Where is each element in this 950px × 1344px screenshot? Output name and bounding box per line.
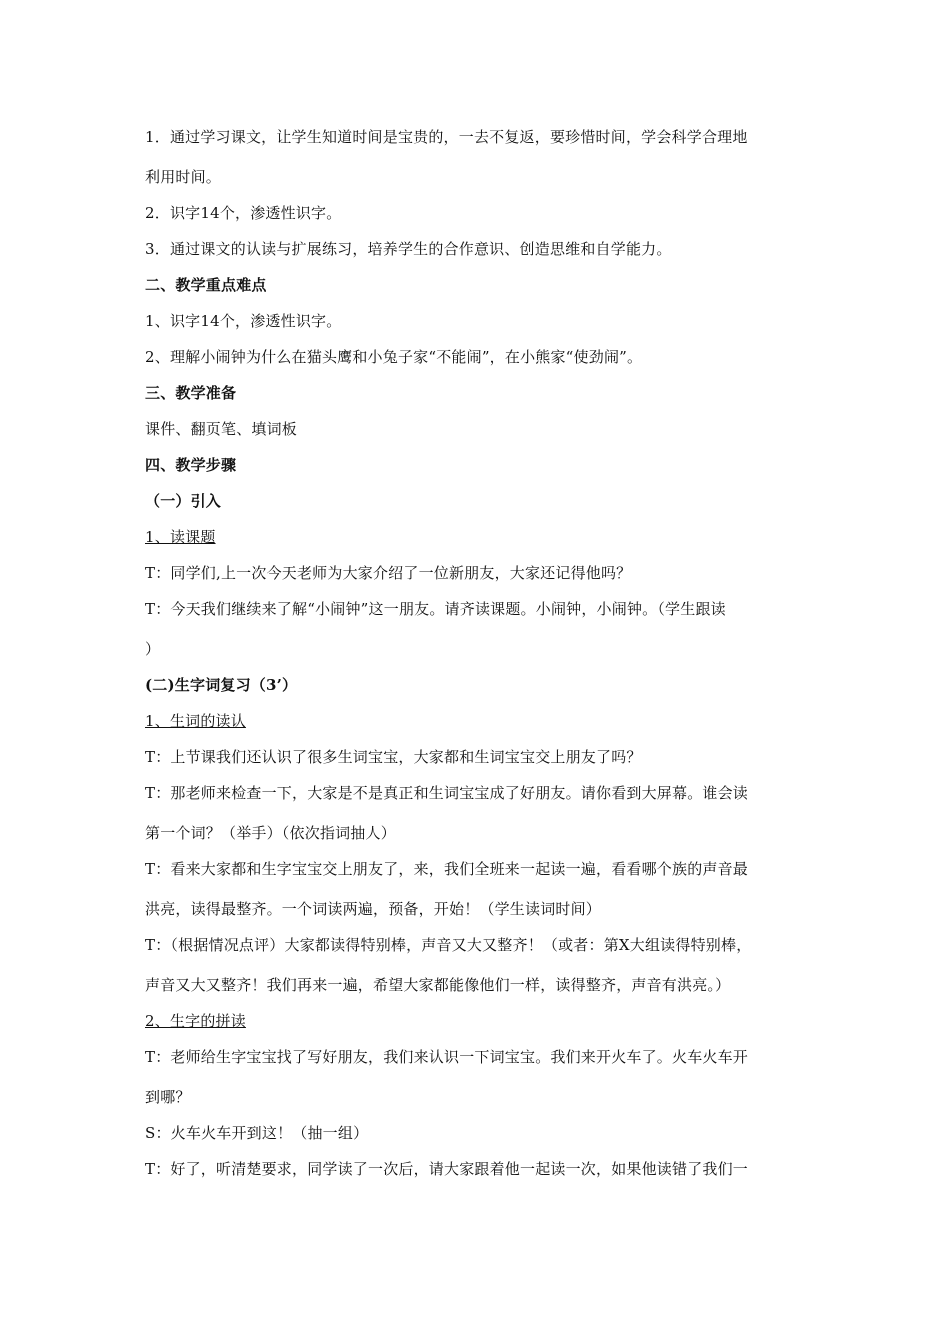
text-line: 利用时间。 [145,168,222,186]
text-line: 1、识字14个，渗透性识字。 [145,312,342,330]
section-heading: 二、教学重点难点 [145,276,267,294]
text-line: ） [145,640,161,658]
document-page [145,124,817,1192]
text-line: S：火车火车开到这！（抽一组） [145,1124,369,1142]
text-line: T：老师给生字宝宝找了写好朋友，我们来认识一下词宝宝。我们来开火车了。火车火车开 [145,1048,749,1066]
text-line: 声音又大又整齐！我们再来一遍，希望大家都能像他们一样，读得整齐，声音有洪亮。） [145,976,731,994]
text-line: 2．识字14个，渗透性识字。 [145,204,342,222]
text-line: 洪亮，读得最整齐。一个词读两遍，预备，开始！（学生读词时间） [145,900,602,918]
section-heading: 四、教学步骤 [145,456,237,474]
text-line: T：同学们,上一次今天老师为大家介绍了一位新朋友，大家还记得他吗？ [145,564,632,582]
subsection-heading: 1、读课题 [145,528,216,546]
text-line: 第一个词？（举手）（依次指词抽人） [145,824,396,842]
text-line: 3．通过课文的认读与扩展练习，培养学生的合作意识、创造思维和自学能力。 [145,240,672,258]
text-line: T：好了，听清楚要求，同学读了一次后，请大家跟着他一起读一次，如果他读错了我们一 [145,1160,749,1178]
text-line: 课件、翻页笔、填词板 [145,420,298,438]
text-line: 2、理解小闹钟为什么在猫头鹰和小兔子家“不能闹”，在小熊家“使劲闹”。 [145,348,643,366]
text-line: T：看来大家都和生字宝宝交上朋友了，来，我们全班来一起读一遍，看看哪个族的声音最 [145,860,749,878]
text-line: T：上节课我们还认识了很多生词宝宝，大家都和生词宝宝交上朋友了吗？ [145,748,642,766]
section-heading: (二)生字词复习（3’） [145,676,298,694]
text-line: 到哪？ [145,1088,191,1106]
subsection-heading: 1、生词的读认 [145,712,246,730]
section-heading: 三、教学准备 [145,384,237,402]
text-line: T：今天我们继续来了解“小闹钟”这一朋友。请齐读课题。小闹钟，小闹钟。（学生跟读 [145,600,726,618]
subsection-heading: 2、生字的拼读 [145,1012,246,1030]
text-line: T：（根据情况点评）大家都读得特别棒，声音又大又整齐！（或者：第X大组读得特别棒， [145,936,752,954]
text-line: 1．通过学习课文，让学生知道时间是宝贵的，一去不复返，要珍惜时间，学会科学合理地 [145,128,748,146]
section-heading: （一）引入 [145,492,222,510]
text-line: T：那老师来检查一下，大家是不是真正和生词宝宝成了好朋友。请你看到大屏幕。谁会读 [145,784,749,802]
